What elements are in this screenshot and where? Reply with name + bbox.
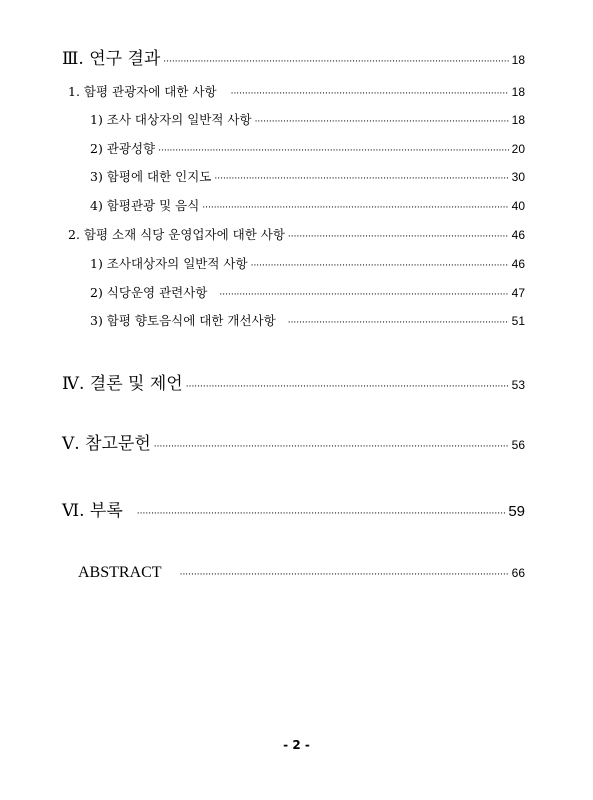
toc-page-number: 46 bbox=[511, 257, 525, 271]
leader-dots bbox=[255, 117, 509, 127]
toc-page-number: 18 bbox=[511, 113, 525, 127]
toc-entry-awareness[interactable] bbox=[90, 167, 525, 185]
toc-title: Ⅵ. 부록 bbox=[62, 501, 123, 521]
toc-entry-references[interactable] bbox=[62, 429, 525, 454]
toc-title: 2. 함평 소재 식당 운영업자에 대한 사항 bbox=[68, 227, 285, 242]
leader-dots bbox=[202, 203, 508, 213]
toc-entry-tendency[interactable] bbox=[90, 139, 525, 157]
toc-title: 3) 함평에 대한 인지도 bbox=[90, 169, 212, 184]
toc-entry-subject-general[interactable] bbox=[90, 254, 525, 272]
toc-page-number: 53 bbox=[511, 378, 525, 392]
leader-dots bbox=[214, 174, 508, 184]
leader-dots bbox=[163, 57, 508, 67]
toc-page-number: 56 bbox=[511, 438, 525, 452]
toc-entry-tourism-food[interactable] bbox=[90, 196, 525, 214]
leader-dots bbox=[137, 509, 506, 519]
toc-title: 4) 함평관광 및 음식 bbox=[90, 198, 200, 213]
leader-dots bbox=[180, 570, 509, 580]
toc-entry-conclusion[interactable] bbox=[62, 369, 525, 394]
toc-entry-results[interactable] bbox=[62, 44, 525, 69]
leader-dots bbox=[186, 382, 509, 392]
toc-page-number: 20 bbox=[511, 142, 525, 156]
toc-page-number: 30 bbox=[511, 170, 525, 184]
leader-dots bbox=[288, 232, 509, 242]
toc-entry-restaurants[interactable] bbox=[68, 225, 525, 243]
toc-entry-operation[interactable] bbox=[90, 283, 525, 301]
toc-page-number: 51 bbox=[511, 314, 525, 328]
toc-entry-appendix[interactable] bbox=[62, 496, 525, 521]
toc-entry-abstract[interactable] bbox=[78, 564, 525, 582]
toc-title: 2) 식당운영 관련사항 bbox=[90, 285, 208, 300]
page-number: - 2 - bbox=[283, 738, 310, 752]
toc-entry-improvement[interactable] bbox=[90, 311, 525, 329]
toc-title: Ⅳ. 결론 및 제언 bbox=[62, 374, 183, 394]
toc-page-number: 59 bbox=[508, 503, 525, 520]
leader-dots bbox=[231, 89, 509, 99]
leader-dots bbox=[158, 146, 509, 156]
toc-entry-tourists[interactable] bbox=[68, 82, 525, 100]
toc-title: ABSTRACT bbox=[78, 564, 162, 581]
toc-title: Ⅲ. 연구 결과 bbox=[62, 49, 161, 69]
toc-title: 1) 조사 대상자의 일반적 사항 bbox=[90, 112, 252, 127]
leader-dots bbox=[219, 290, 508, 300]
toc-title: 1. 함평 관광자에 대한 사항 bbox=[68, 84, 217, 99]
toc-page-number: 66 bbox=[511, 566, 525, 580]
toc-page-number: 40 bbox=[511, 199, 525, 213]
toc-entry-general[interactable] bbox=[90, 110, 525, 128]
leader-dots bbox=[251, 261, 509, 271]
toc-page-number: 18 bbox=[511, 53, 525, 67]
leader-dots bbox=[288, 318, 509, 328]
toc-title: 3) 함평 향토음식에 대한 개선사항 bbox=[90, 313, 276, 328]
toc-title: Ⅴ. 참고문헌 bbox=[62, 434, 151, 454]
toc-title: 2) 관광성향 bbox=[90, 141, 156, 156]
toc-page-number: 46 bbox=[511, 228, 525, 242]
toc-title: 1) 조사대상자의 일반적 사항 bbox=[90, 256, 248, 271]
toc-page-number: 47 bbox=[511, 286, 525, 300]
leader-dots bbox=[154, 442, 509, 452]
toc-page-number: 18 bbox=[511, 85, 525, 99]
